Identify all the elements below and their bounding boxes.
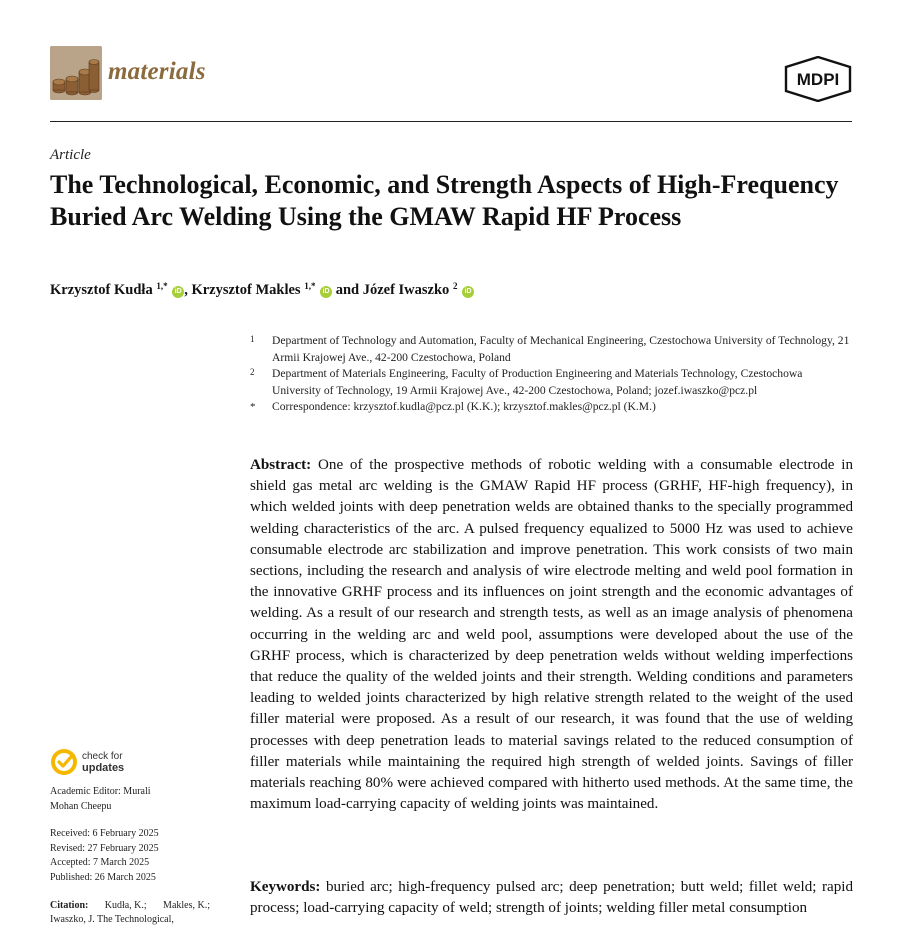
article-title: The Technological, Economic, and Strength Aspects of High-Frequency Buried Arc Welding Using the GMAW Rapid HF Process bbox=[50, 170, 839, 231]
journal-logo-icon bbox=[50, 46, 102, 100]
affiliation-mark: 1 bbox=[250, 334, 255, 344]
author-name: Krzysztof Makles bbox=[191, 282, 301, 298]
affiliation-item bbox=[250, 333, 854, 366]
citation-text: Makles, K.; bbox=[163, 899, 210, 911]
affiliation-mark: * bbox=[250, 401, 256, 414]
orcid-icon[interactable]: iD bbox=[462, 286, 474, 298]
check-updates-label-bold: updates bbox=[82, 762, 125, 774]
author-separator: and bbox=[332, 282, 363, 298]
author-list bbox=[50, 281, 474, 299]
affiliation-text: Department of Materials Engineering, Faculty of Production Engineering and Materials Technology, Czestochowa University of Technology, 19 Armii Krajowej Ave., 42-200 Czestochowa, Poland; jozef.iwaszko@pcz.pl bbox=[272, 367, 803, 397]
author-name: Józef Iwaszko bbox=[362, 282, 450, 298]
affiliation-item bbox=[250, 399, 854, 416]
article-type: Article bbox=[50, 147, 91, 163]
citation-text-continued: Iwaszko, J. The Technological, bbox=[50, 914, 174, 926]
citation-label: Citation: bbox=[50, 899, 89, 911]
abstract-text: One of the prospective methods of robotic welding with a consumable electrode in shield gas metal arc welding is the GMAW Rapid HF process (GRHF, HF-high frequency), in which welded joints with deep penetration welds are obtained thanks to the specially programmed welding characteristics of the arc. A pulsed frequency equalized to 5000 Hz was used to achieve consumable electrode arc stabilization and improve penetration. This work consists of two main sections, including the research and analysis of wire electrode melting and weld pool formation in the innovative GRHF process and its influences on joint strength and the economic advantages of welding. As a result of our research and strength tests, as well as an image analysis of phenomena occurring in the welding arc and weld pool, assumptions were developed about the use of the GRHF process, which is characterized by deep penetration welds without welding imperfections that reduce the quality of the welded joints and their strength. Welding conditions and parameters leading to welded joints characterized by high relative strength related to the weight of the used filler material were proposed. As a result of our research, it was found that the use of welding processes with deep penetration leads to material savings related to the reduced consumption of filler materials while maintaining the required high strength of welded joints. Savings of filler materials reaching 80% were achieved compared with hitherto used methods. At the same time, the maximum load-carrying capacity of welding joints was maintained. bbox=[250, 457, 853, 813]
check-updates-label: check for bbox=[82, 751, 123, 762]
mdpi-logo-icon bbox=[784, 56, 852, 102]
check-for-updates-button[interactable] bbox=[50, 746, 170, 780]
author-separator: , bbox=[184, 282, 192, 298]
abstract-label: Abstract: bbox=[250, 457, 312, 473]
author-affiliation-mark: 2 bbox=[452, 281, 458, 291]
journal-name: materials bbox=[108, 58, 206, 85]
citation-row bbox=[50, 899, 210, 914]
check-for-updates-icon bbox=[50, 748, 78, 776]
keywords bbox=[250, 877, 853, 919]
affiliation-text: Correspondence: krzysztof.kudla@pcz.pl (K.K.); krzysztof.makles@pcz.pl (K.M.) bbox=[272, 400, 656, 414]
orcid-icon[interactable]: iD bbox=[172, 286, 184, 298]
received-date: Received: 6 February 2025 bbox=[50, 828, 159, 840]
author-name: Krzysztof Kudła bbox=[50, 282, 153, 298]
author-affiliation-mark: 1,* bbox=[156, 281, 168, 291]
revised-date: Revised: 27 February 2025 bbox=[50, 842, 159, 854]
affiliation-text: Department of Technology and Automation, Faculty of Mechanical Engineering, Czestochowa University of Technology, 21 Armii Krajowej Ave., 42-200 Czestochowa, Poland bbox=[272, 334, 850, 364]
citation-text: Kudła, K.; bbox=[104, 899, 147, 911]
journal-header bbox=[50, 44, 852, 122]
affiliation-item bbox=[250, 366, 854, 399]
affiliations bbox=[250, 333, 854, 416]
article-metadata-sidebar bbox=[50, 785, 210, 928]
publisher-name: MDPI bbox=[796, 70, 840, 89]
published-date: Published: 26 March 2025 bbox=[50, 871, 156, 883]
keywords-label: Keywords: bbox=[250, 879, 321, 895]
keywords-text: buried arc; high-frequency pulsed arc; deep penetration; butt weld; fillet weld; rapid process; load-carrying capacity of weld; strength of joints; welding filler metal consumption bbox=[250, 879, 853, 917]
academic-editor-name: Mohan Cheepu bbox=[50, 800, 112, 812]
author-affiliation-mark: 1,* bbox=[304, 281, 316, 291]
academic-editor: Academic Editor: Murali bbox=[50, 786, 151, 797]
accepted-date: Accepted: 7 March 2025 bbox=[50, 857, 150, 869]
abstract bbox=[250, 455, 853, 815]
affiliation-mark: 2 bbox=[250, 367, 255, 378]
orcid-icon[interactable]: iD bbox=[320, 286, 332, 298]
